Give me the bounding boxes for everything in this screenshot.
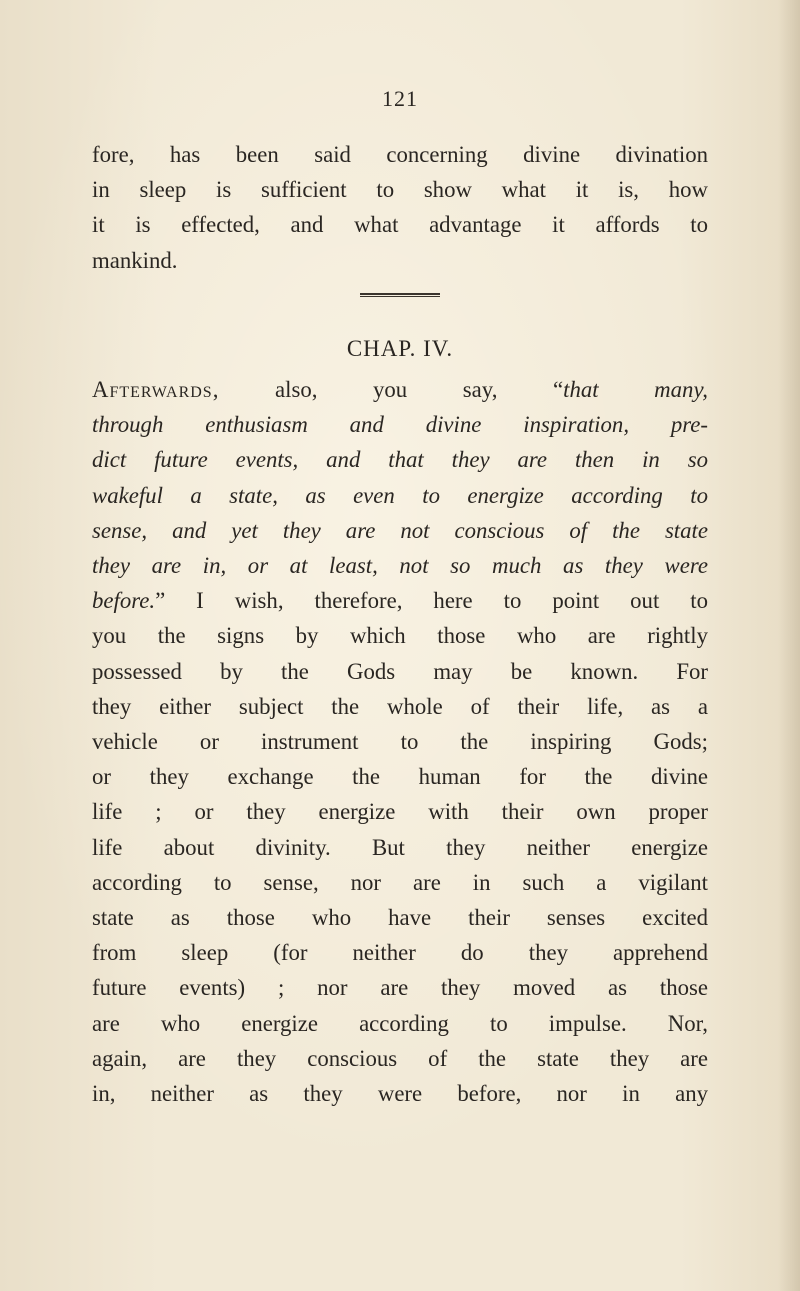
text-line: life ; or they energize with their own proper — [92, 799, 708, 825]
opening-word: Afterwards, — [92, 377, 220, 402]
page-number: 121 — [382, 86, 418, 111]
text-run: also, you say, “ — [219, 377, 564, 402]
text-line: mankind. — [92, 247, 178, 273]
text-line: life about divinity. But they neither energize — [92, 834, 708, 860]
text-line: fore, has been said concerning divine divination — [92, 142, 708, 167]
paragraph-continuation — [92, 137, 708, 278]
text-line-italic: dict future events, and that they are then in so — [92, 447, 708, 473]
text-line: it is effected, and what advantage it affords to — [92, 212, 708, 238]
text-run: ” I wish, therefore, here to point out to — [155, 588, 708, 614]
text-line-italic: they are in, or at least, not so much as they were — [92, 553, 708, 579]
chapter-heading: CHAP. IV. — [346, 336, 454, 361]
text-line: possessed by the Gods may be known. For — [92, 658, 708, 684]
text-line — [92, 372, 708, 407]
text-line-italic: wakeful a state, as even to energize according to — [92, 482, 708, 508]
text-line: again, are they conscious of the state they are — [92, 1045, 708, 1071]
text-line-italic: through enthusiasm and divine inspiration, pre- — [92, 412, 708, 438]
page-edge-shadow — [778, 0, 800, 1291]
text-line: are who energize according to impulse. Nor, — [92, 1010, 708, 1036]
paragraph-chapter-4 — [92, 372, 708, 1111]
text-line — [92, 583, 708, 618]
text-line: from sleep (for neither do they apprehend — [92, 940, 708, 966]
italic-run: that many, — [563, 377, 709, 402]
text-line: state as those who have their senses excited — [92, 905, 708, 931]
text-line: vehicle or instrument to the inspiring Gods; — [92, 729, 708, 755]
text-line: they either subject the whole of their life, as a — [92, 693, 708, 719]
text-line: in, neither as they were before, nor in any — [92, 1081, 708, 1107]
text-line: according to sense, nor are in such a vigilant — [92, 869, 708, 895]
text-line: future events) ; nor are they moved as those — [92, 975, 708, 1001]
text-line: you the signs by which those who are rightly — [92, 623, 708, 649]
text-line: or they exchange the human for the divine — [92, 764, 708, 790]
section-divider — [360, 293, 440, 297]
text-line-italic: sense, and yet they are not conscious of the state — [92, 517, 708, 543]
italic-run: before. — [92, 588, 156, 614]
text-line: in sleep is sufficient to show what it is, how — [92, 177, 708, 203]
